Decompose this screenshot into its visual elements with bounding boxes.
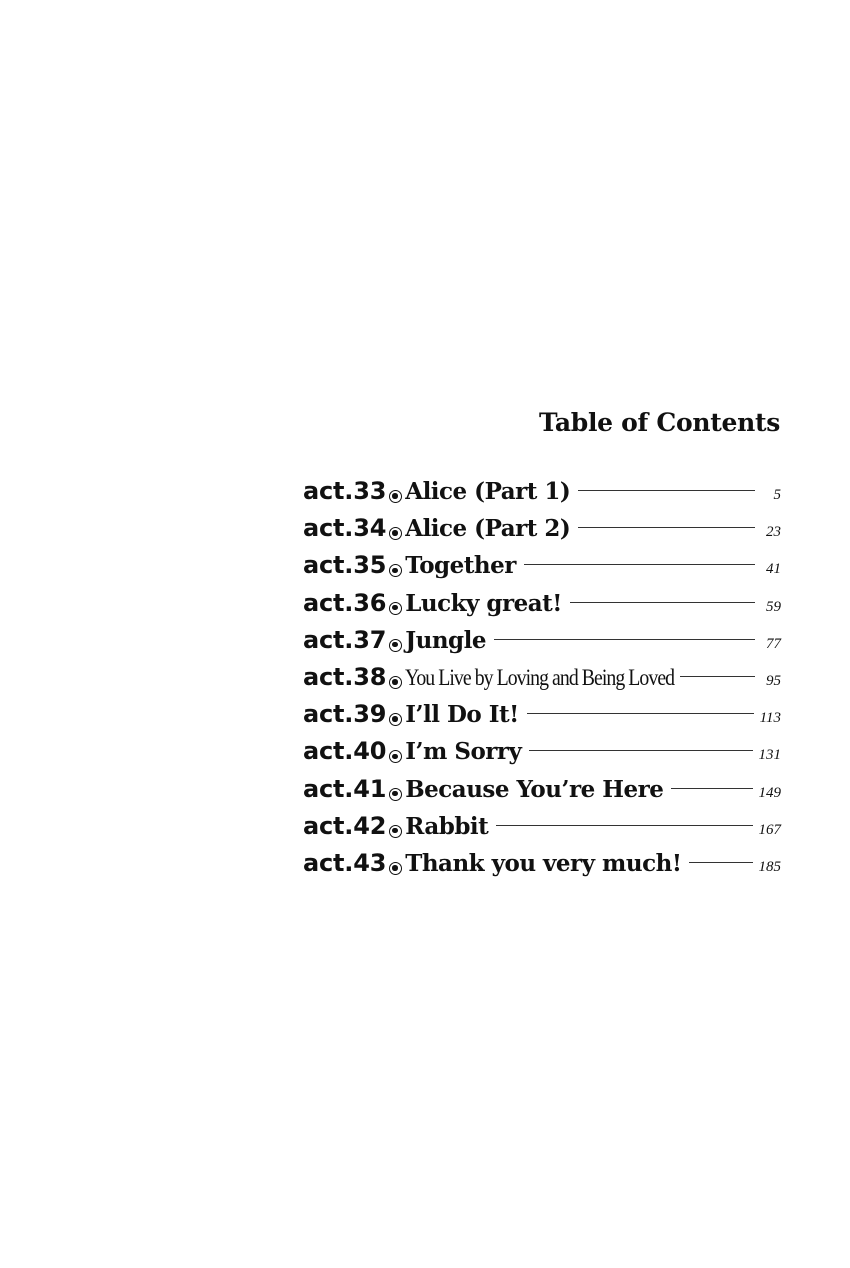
act-number: act.36 [303, 588, 387, 617]
chapter-title: Thank you very much! [405, 849, 682, 877]
page-number: 113 [759, 710, 781, 727]
leader-line [494, 639, 755, 640]
toc-entry [303, 700, 781, 737]
leader-line [671, 788, 752, 789]
chapter-title: Rabbit [405, 812, 489, 840]
bullseye-bullet-icon [389, 862, 402, 875]
act-number: act.41 [303, 774, 387, 803]
act-number: act.42 [303, 811, 387, 840]
leader-line [680, 676, 755, 677]
page-number: 77 [766, 635, 781, 652]
act-number: act.40 [303, 737, 387, 766]
page-number: 23 [766, 524, 781, 541]
toc-entry [303, 775, 781, 812]
chapter-title: Alice (Part 1) [405, 478, 571, 505]
bullseye-bullet-icon [389, 676, 402, 689]
bullseye-bullet-icon [389, 527, 402, 540]
chapter-title: You Live by Loving and Being Loved [405, 664, 675, 690]
chapter-title: Alice (Part 2) [405, 515, 571, 543]
page-number: 149 [758, 784, 781, 801]
leader-line [578, 527, 755, 528]
bullseye-bullet-icon [389, 788, 402, 801]
act-number: act.39 [303, 700, 387, 729]
act-number: act.38 [303, 662, 387, 691]
act-number: act.34 [303, 514, 387, 543]
act-number: act.43 [303, 848, 387, 877]
bullseye-bullet-icon [389, 750, 402, 763]
leader-line [578, 490, 755, 491]
toc-entry [303, 514, 781, 551]
chapter-title: Together [405, 552, 516, 580]
chapter-title: Jungle [405, 626, 486, 654]
bullseye-bullet-icon [389, 490, 402, 503]
toc-title: Table of Contents [538, 408, 780, 437]
chapter-title: I’m Sorry [405, 738, 522, 766]
page-number: 95 [766, 672, 781, 689]
bullseye-bullet-icon [389, 639, 402, 652]
chapter-title: Lucky great! [405, 589, 562, 617]
bullseye-bullet-icon [389, 564, 402, 577]
leader-line [496, 825, 752, 826]
act-number: act.37 [303, 625, 387, 654]
toc-entry [303, 663, 781, 700]
toc-entry [303, 477, 781, 514]
toc-entry [303, 589, 781, 626]
toc-entry [303, 551, 781, 588]
act-number: act.35 [303, 551, 387, 580]
page-number: 167 [758, 821, 781, 838]
chapter-title: Because You’re Here [405, 775, 664, 803]
leader-line [527, 713, 754, 714]
bullseye-bullet-icon [389, 602, 402, 615]
leader-line [529, 750, 752, 751]
leader-line [689, 862, 752, 863]
toc-entry [303, 849, 781, 886]
toc-entry [303, 626, 781, 663]
bullseye-bullet-icon [389, 713, 402, 726]
toc-entry [303, 737, 781, 774]
leader-line [570, 602, 755, 603]
leader-line [524, 564, 755, 565]
page-number: 5 [773, 487, 781, 503]
bullseye-bullet-icon [389, 825, 402, 838]
toc-list [303, 477, 781, 886]
page-number: 41 [766, 561, 781, 578]
toc-entry [303, 812, 781, 849]
page-number: 59 [766, 598, 781, 615]
act-number: act.33 [303, 477, 387, 505]
page-number: 185 [758, 858, 781, 875]
page-number: 131 [758, 747, 781, 764]
chapter-title: I’ll Do It! [405, 701, 519, 729]
